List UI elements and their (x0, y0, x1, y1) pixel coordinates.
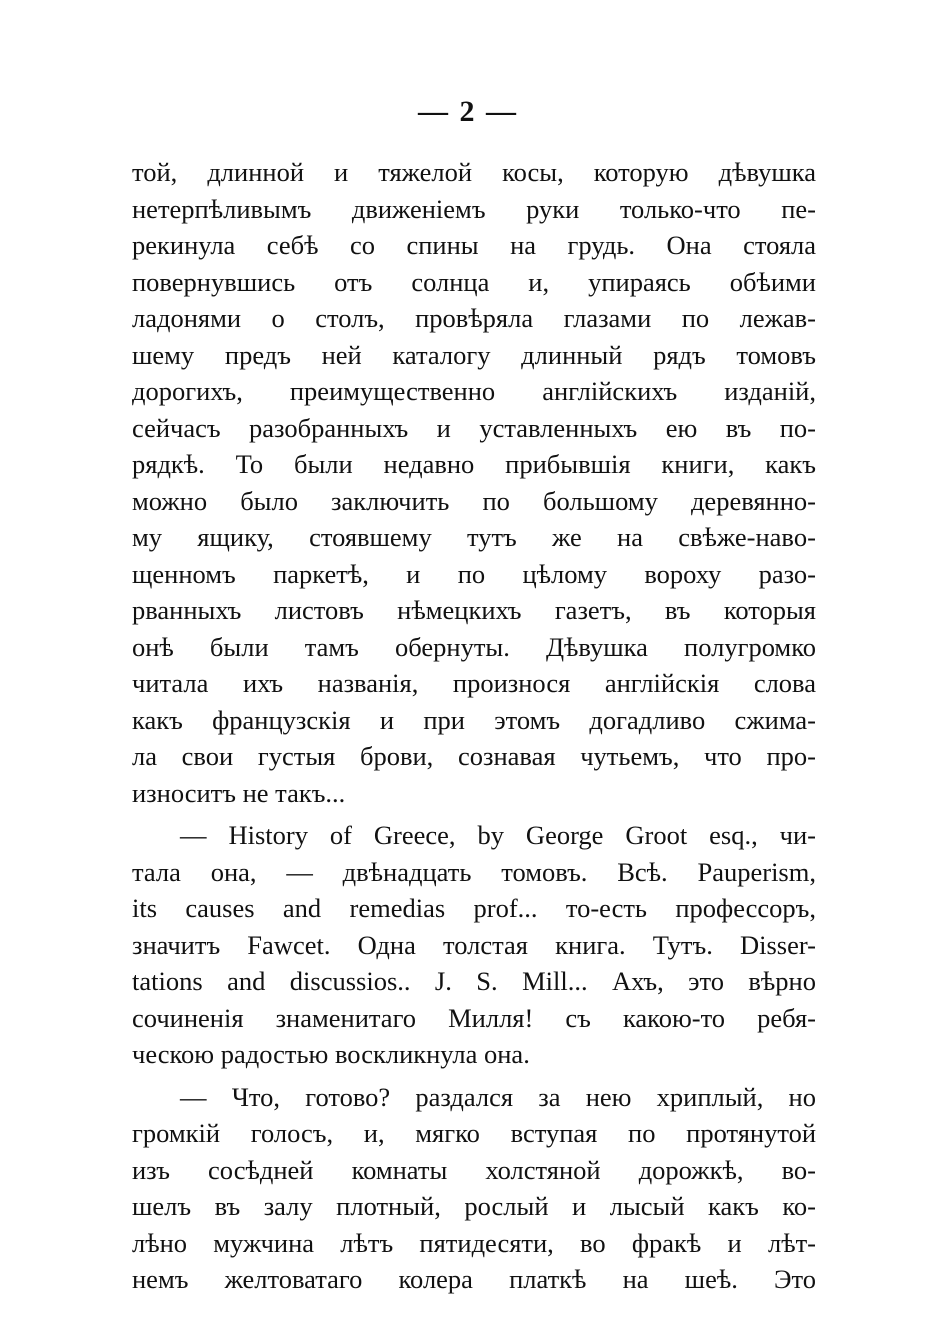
text-line: tations and discussios.. J. S. Mill... Ахъ, это вѣрно (132, 966, 816, 996)
text-line: той, длинной и тяжелой косы, которую дѣвушка (132, 157, 816, 187)
paragraph (132, 154, 816, 811)
text-line: щенномъ паркетѣ, и по цѣлому вороху разо- (132, 558, 816, 589)
text-line: сочиненія знаменитаго Милля! съ какою-то ребя- (132, 1002, 816, 1033)
text-line: онѣ были тамъ обернуты. Дѣвушка полугромко (132, 631, 816, 662)
text-line: лѣно мужчина лѣтъ пятидесяти, во фракѣ и лѣт- (132, 1227, 816, 1258)
text-line: дорогихъ, преимущественно англійскихъ изданій, (132, 376, 816, 406)
text-line: ла свои густыя брови, сознавая чутьемъ, что про- (132, 741, 816, 771)
text-line: изъ сосѣдней комнаты холстяной дорожкѣ, во- (132, 1154, 816, 1185)
text-line: какъ французскія и при этомъ догадливо сжима- (132, 704, 816, 735)
text-line: ладонями о столъ, провѣряла глазами по лежав- (132, 303, 816, 333)
text-line: шелъ въ залу плотный, рослый и лысый какъ ко- (132, 1191, 816, 1221)
text-line: можно было заключить по большому деревянно- (132, 485, 816, 516)
text-line: рядкѣ. То были недавно прибывшія книги, какъ (132, 449, 816, 479)
text-line: рванныхъ листовъ нѣмецкихъ газетъ, въ которыя (132, 595, 816, 625)
text-line: тала она, — двѣнадцать томовъ. Всѣ. Pauperism, (132, 856, 816, 887)
text-line: немъ желтоватаго колера платкѣ на шеѣ. Это (132, 1264, 816, 1294)
text-line: повернувшись отъ солнца и, упираясь обѣими (132, 266, 816, 297)
text-line: — Что, готово? раздался за нею хриплый, но (180, 1081, 816, 1112)
text-line: — History of Greece, by George Groot esq., чи- (180, 820, 816, 850)
text-line: значитъ Fawcet. Одна толстая книга. Тутъ. Disser- (132, 929, 816, 960)
text-line: читала ихъ названія, произнося англійскія слова (132, 668, 816, 698)
text-line: ческою радостью воскликнула она. (132, 1039, 530, 1069)
text-line: громкій голосъ, и, мягко вступая по протянутой (132, 1118, 816, 1148)
text-line: износитъ не такъ... (132, 777, 346, 808)
paragraph (132, 817, 816, 1073)
page-number: — 2 — (418, 95, 518, 128)
text-line: шему предъ ней каталогу длинный рядъ томовъ (132, 339, 816, 370)
text-line: нетерпѣливымъ движеніемъ руки только-что пе- (132, 193, 816, 224)
text-line: сейчасъ разобранныхъ и уставленныхъ ею въ по- (132, 412, 816, 443)
paragraph (132, 1079, 816, 1298)
body-text (132, 154, 816, 1298)
text-line: рекинула себѣ со спины на грудь. Она стояла (132, 230, 816, 260)
text-line: its causes and remedias prof... то-есть профессоръ, (132, 893, 816, 923)
text-line: му ящику, стоявшему тутъ же на свѣже-навo- (132, 522, 816, 552)
